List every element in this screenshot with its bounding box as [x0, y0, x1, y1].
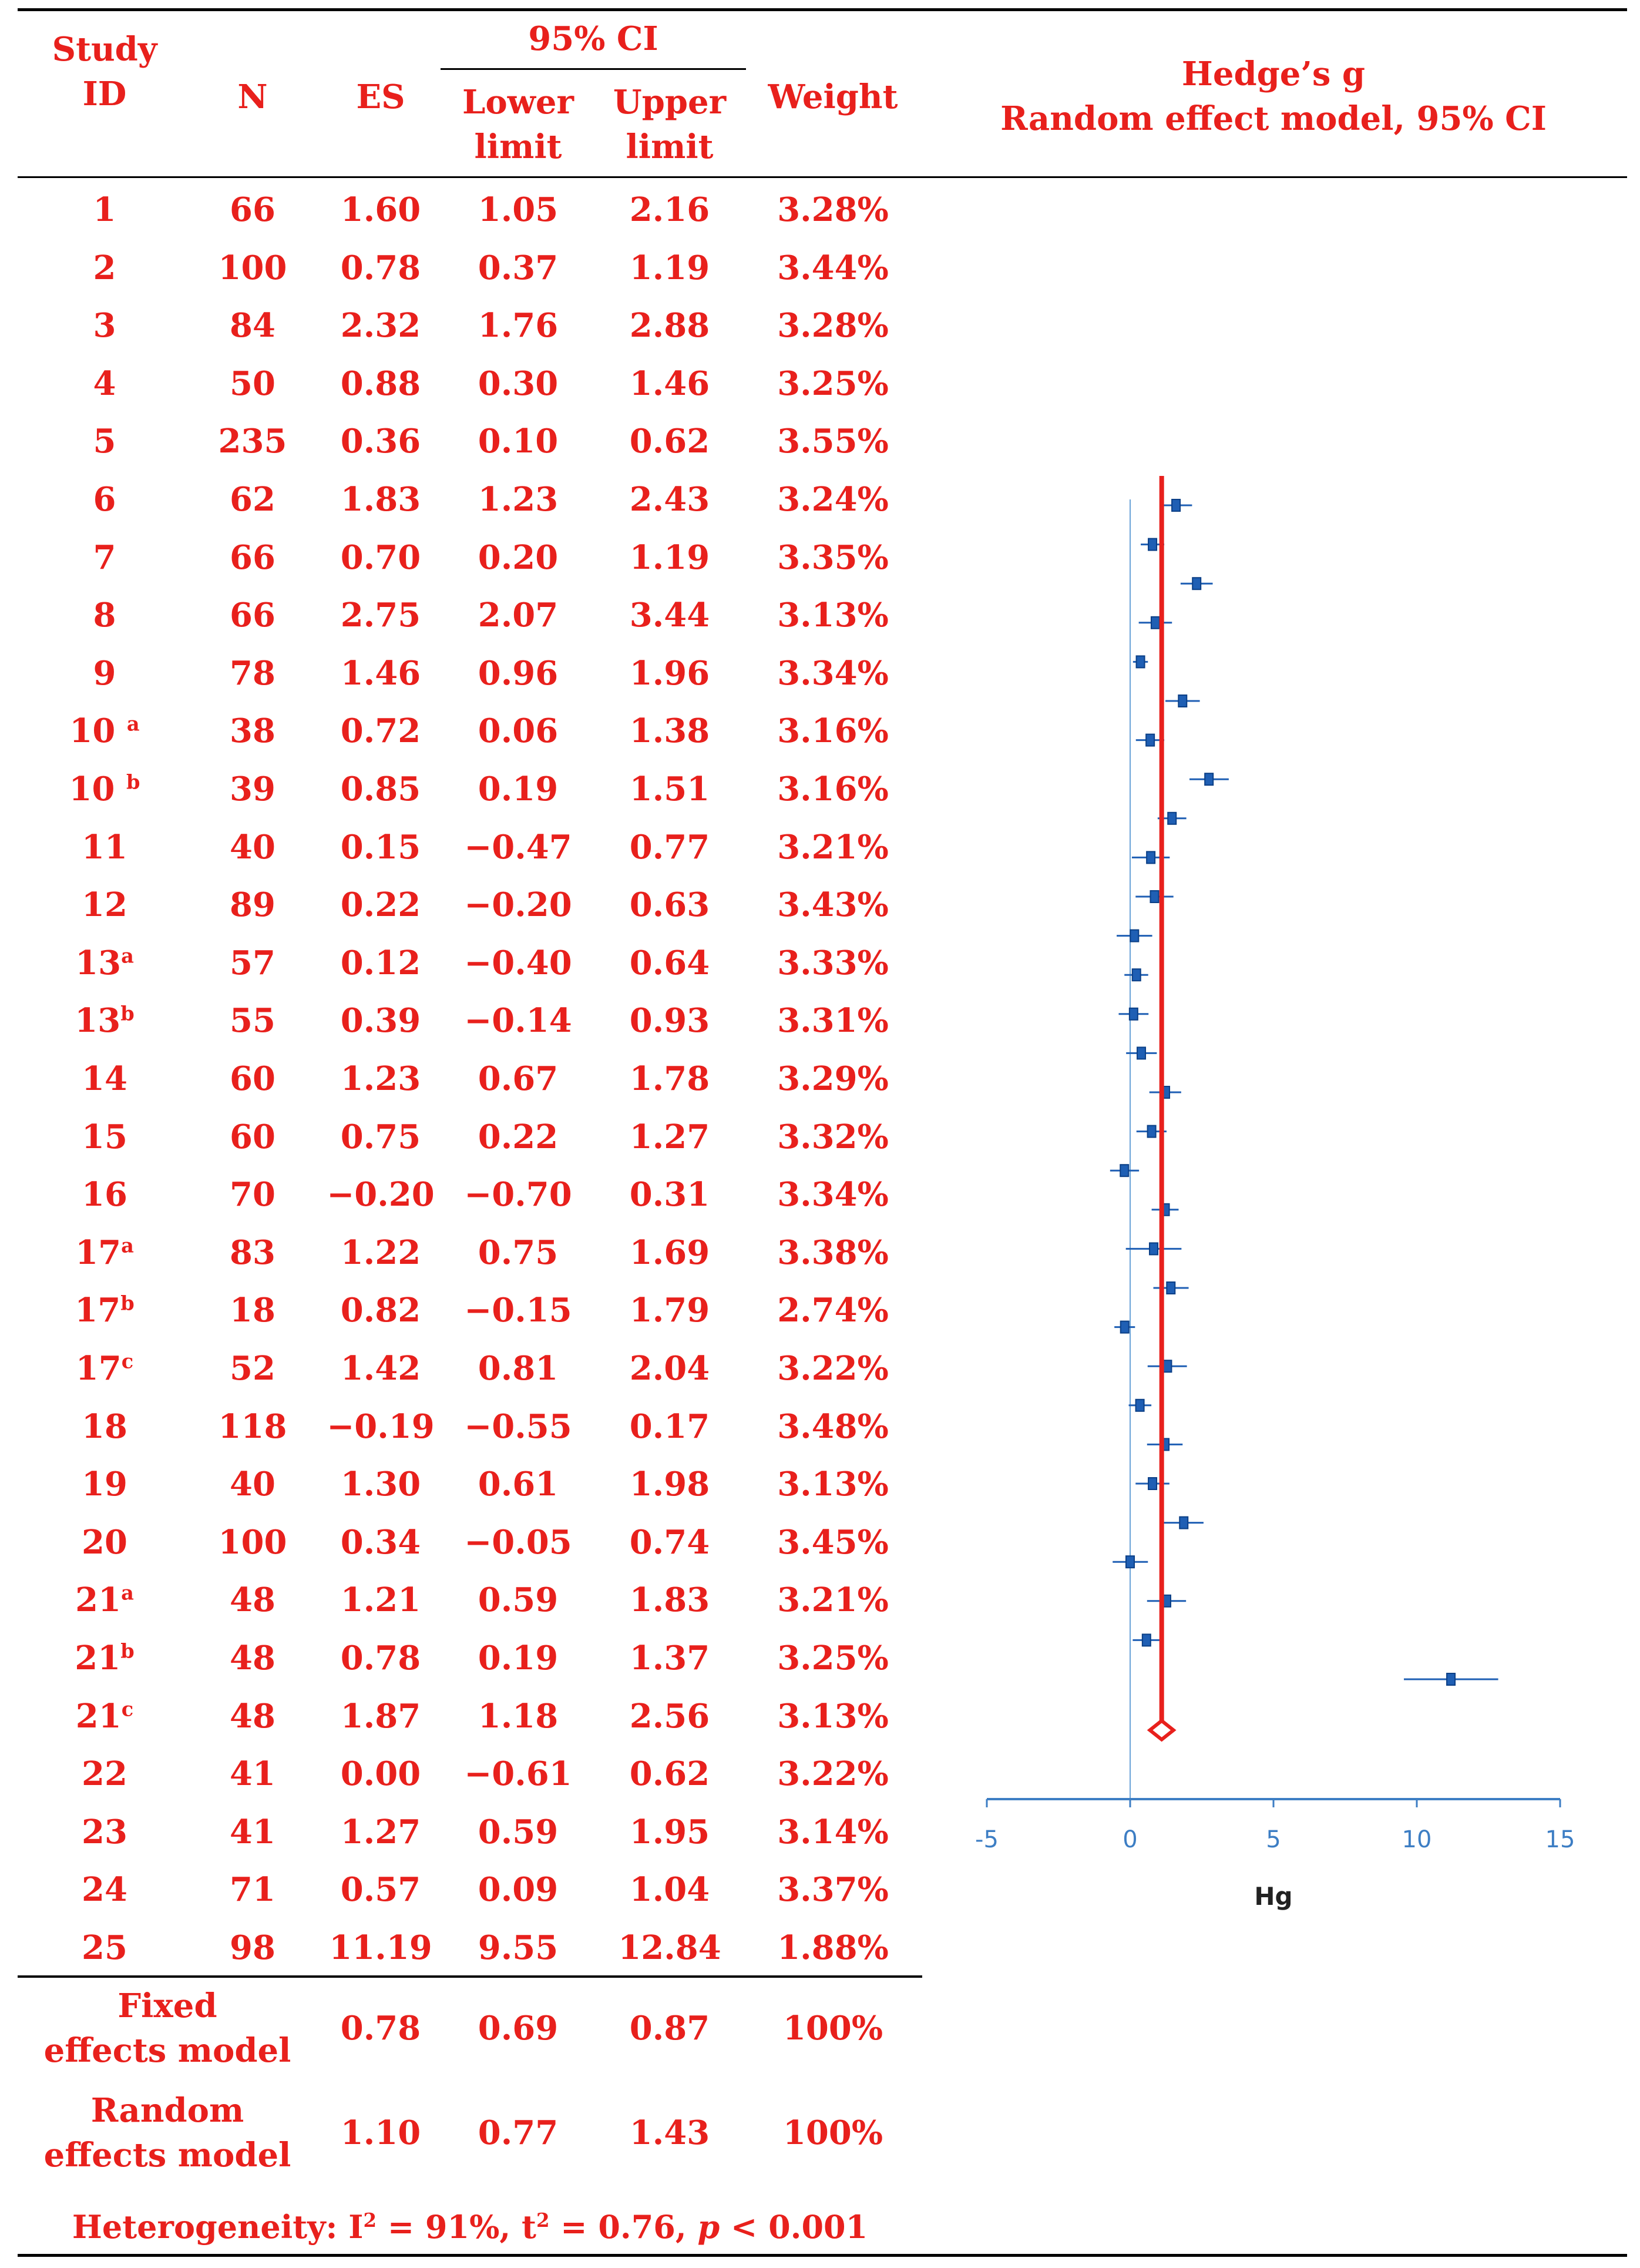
- top-rule: [18, 8, 1627, 11]
- x-tick-label: -5: [975, 1826, 999, 1853]
- effect-marker: [1172, 499, 1180, 511]
- summary-upper: 0.87: [629, 2009, 710, 2048]
- cell-upper-limit: 1.37: [629, 1639, 710, 1677]
- cell-upper-limit: 1.19: [629, 248, 710, 287]
- cell-weight: 3.14%: [777, 1812, 889, 1851]
- summary-label: Fixed effects model: [43, 1987, 291, 2070]
- summary-lower: 0.77: [478, 2113, 559, 2152]
- study-id-superscript: a: [121, 1581, 134, 1605]
- cell-weight: 3.13%: [777, 1465, 889, 1504]
- cell-study-id: 17$^b$: [75, 1291, 135, 1330]
- cell-study-id: 2: [93, 248, 116, 287]
- cell-weight: 3.34%: [777, 653, 889, 693]
- cell-weight: 3.37%: [777, 1870, 889, 1910]
- cell-sample-size: 66: [230, 190, 275, 229]
- cell-study-id: 1: [93, 190, 116, 229]
- cell-effect-size: 0.15: [340, 827, 421, 867]
- cell-upper-limit: 1.78: [629, 1059, 710, 1098]
- cell-effect-size: 2.75: [340, 596, 421, 635]
- plot-title: Hedge’s g Random effect model, 95% CI: [1000, 55, 1547, 138]
- header-rule: [18, 176, 1627, 178]
- cell-effect-size: 0.34: [340, 1522, 421, 1562]
- cell-effect-size: 1.87: [340, 1696, 421, 1736]
- study-id-superscript: c: [121, 1696, 134, 1720]
- cell-sample-size: 41: [230, 1754, 275, 1794]
- cell-study-id: 10 $^b$: [69, 770, 140, 808]
- cell-effect-size: 1.42: [340, 1349, 421, 1388]
- cell-lower-limit: −0.14: [464, 1001, 572, 1041]
- effect-marker: [1137, 656, 1145, 667]
- cell-sample-size: 18: [230, 1291, 275, 1330]
- cell-effect-size: 0.00: [340, 1754, 421, 1794]
- cell-study-id: 13$^a$: [75, 943, 134, 982]
- cell-upper-limit: 1.27: [629, 1117, 710, 1156]
- cell-lower-limit: −0.47: [464, 827, 572, 867]
- summary-weight: 100%: [782, 2009, 883, 2048]
- effect-marker: [1126, 1556, 1134, 1568]
- cell-study-id: 21$^b$: [75, 1639, 135, 1677]
- cell-sample-size: 78: [230, 653, 275, 693]
- cell-weight: 3.34%: [777, 1175, 889, 1214]
- cell-lower-limit: 0.20: [478, 538, 559, 577]
- study-id-superscript: b: [120, 1639, 135, 1663]
- effect-marker: [1148, 539, 1157, 551]
- effect-marker: [1167, 1282, 1175, 1294]
- cell-weight: 3.32%: [777, 1117, 889, 1156]
- effect-marker: [1163, 1360, 1171, 1372]
- header-upper-limit: Upper limit: [613, 83, 727, 166]
- cell-study-id: 14: [82, 1059, 127, 1098]
- cell-weight: 3.48%: [777, 1407, 889, 1446]
- cell-upper-limit: 12.84: [618, 1928, 721, 1967]
- cell-sample-size: 60: [230, 1059, 275, 1098]
- cell-weight: 3.45%: [777, 1522, 889, 1562]
- cell-upper-limit: 1.98: [629, 1465, 710, 1504]
- cell-upper-limit: 1.83: [629, 1581, 710, 1620]
- cell-sample-size: 71: [230, 1870, 275, 1910]
- cell-sample-size: 40: [230, 1465, 275, 1504]
- effect-marker: [1168, 813, 1176, 824]
- cell-sample-size: 52: [230, 1349, 275, 1388]
- cell-lower-limit: 0.19: [478, 770, 559, 808]
- cell-effect-size: 0.78: [340, 1639, 421, 1677]
- study-id-superscript: b: [120, 1001, 135, 1025]
- cell-effect-size: 1.23: [340, 1059, 421, 1098]
- cell-lower-limit: 0.30: [478, 364, 559, 403]
- cell-lower-limit: 0.59: [478, 1812, 559, 1851]
- cell-effect-size: 0.39: [340, 1001, 421, 1041]
- cell-sample-size: 235: [218, 422, 287, 461]
- effect-marker: [1130, 930, 1138, 942]
- cell-sample-size: 48: [230, 1581, 275, 1620]
- effect-marker: [1178, 695, 1187, 707]
- cell-sample-size: 50: [230, 364, 275, 403]
- cell-lower-limit: 1.05: [478, 190, 559, 229]
- cell-effect-size: 0.22: [340, 885, 421, 925]
- cell-study-id: 3: [93, 306, 116, 345]
- cell-lower-limit: −0.55: [464, 1407, 572, 1446]
- cell-study-id: 21$^c$: [75, 1696, 134, 1736]
- cell-study-id: 4: [93, 364, 116, 403]
- effect-marker: [1447, 1673, 1455, 1685]
- cell-sample-size: 66: [230, 596, 275, 635]
- cell-weight: 3.16%: [777, 770, 889, 808]
- cell-study-id: 17$^c$: [75, 1349, 134, 1388]
- cell-effect-size: 0.57: [340, 1870, 421, 1910]
- cell-lower-limit: −0.40: [464, 943, 572, 982]
- cell-sample-size: 118: [218, 1407, 287, 1446]
- header-lower-limit: Lower limit: [462, 83, 574, 166]
- cell-weight: 3.22%: [777, 1754, 889, 1794]
- cell-weight: 3.13%: [777, 1696, 889, 1736]
- cell-study-id: 25: [82, 1928, 127, 1967]
- cell-effect-size: −0.20: [327, 1175, 435, 1214]
- cell-upper-limit: 1.19: [629, 538, 710, 577]
- effect-marker: [1120, 1165, 1128, 1176]
- forest-plot: [940, 458, 1609, 1927]
- cell-weight: 3.16%: [777, 712, 889, 751]
- effect-marker: [1132, 969, 1141, 981]
- cell-effect-size: 0.36: [340, 422, 421, 461]
- cell-weight: 2.74%: [777, 1291, 889, 1330]
- cell-upper-limit: 2.88: [629, 306, 710, 345]
- cell-lower-limit: 0.81: [478, 1349, 559, 1388]
- cell-weight: 3.33%: [777, 943, 889, 982]
- cell-weight: 3.35%: [777, 538, 889, 577]
- cell-lower-limit: 0.06: [478, 712, 559, 751]
- cell-study-id: 21$^a$: [75, 1581, 134, 1620]
- effect-marker: [1130, 1008, 1138, 1020]
- summary-es: 0.78: [340, 2009, 421, 2048]
- cell-weight: 3.55%: [777, 422, 889, 461]
- cell-effect-size: 1.46: [340, 653, 421, 693]
- cell-upper-limit: 1.69: [629, 1233, 710, 1272]
- cell-lower-limit: 0.22: [478, 1117, 559, 1156]
- effect-marker: [1147, 851, 1155, 863]
- cell-sample-size: 57: [230, 943, 275, 982]
- cell-weight: 3.25%: [777, 364, 889, 403]
- x-tick-label: 0: [1123, 1826, 1138, 1853]
- cell-lower-limit: 2.07: [478, 596, 559, 635]
- cell-effect-size: 1.83: [340, 480, 421, 519]
- header-study: Study ID: [52, 30, 157, 113]
- cell-sample-size: 70: [230, 1175, 275, 1214]
- cell-sample-size: 48: [230, 1696, 275, 1736]
- study-id-superscript: a: [121, 1233, 134, 1257]
- cell-effect-size: 0.88: [340, 364, 421, 403]
- study-id-superscript: c: [121, 1349, 134, 1373]
- cell-weight: 3.38%: [777, 1233, 889, 1272]
- cell-lower-limit: 1.23: [478, 480, 559, 519]
- cell-effect-size: 2.32: [340, 306, 421, 345]
- x-tick-label: 10: [1402, 1826, 1432, 1853]
- cell-upper-limit: 3.44: [629, 596, 710, 635]
- cell-effect-size: 1.60: [340, 190, 421, 229]
- cell-effect-size: 0.85: [340, 770, 421, 808]
- cell-upper-limit: 2.43: [629, 480, 710, 519]
- cell-weight: 3.31%: [777, 1001, 889, 1041]
- effect-marker: [1137, 1047, 1145, 1059]
- cell-upper-limit: 2.16: [629, 190, 710, 229]
- cell-weight: 3.29%: [777, 1059, 889, 1098]
- summary-rule: [18, 1975, 922, 1978]
- cell-sample-size: 62: [230, 480, 275, 519]
- cell-study-id: 22: [82, 1754, 127, 1794]
- cell-lower-limit: 0.67: [478, 1059, 559, 1098]
- cell-upper-limit: 2.56: [629, 1696, 710, 1736]
- cell-lower-limit: −0.61: [464, 1754, 572, 1794]
- effect-marker: [1148, 1478, 1157, 1489]
- cell-effect-size: 0.82: [340, 1291, 421, 1330]
- cell-lower-limit: 0.10: [478, 422, 559, 461]
- summary-lower: 0.69: [478, 2009, 559, 2048]
- cell-lower-limit: 0.37: [478, 248, 559, 287]
- pooled-diamond: [1150, 1721, 1174, 1740]
- cell-weight: 3.24%: [777, 480, 889, 519]
- cell-study-id: 5: [93, 422, 116, 461]
- cell-lower-limit: 0.19: [478, 1639, 559, 1677]
- cell-effect-size: 1.27: [340, 1812, 421, 1851]
- study-id-superscript: a: [126, 712, 140, 736]
- cell-upper-limit: 0.62: [629, 422, 710, 461]
- cell-sample-size: 55: [230, 1001, 275, 1041]
- study-id-superscript: b: [120, 1291, 135, 1315]
- cell-lower-limit: 1.76: [478, 306, 559, 345]
- summary-es: 1.10: [340, 2113, 421, 2152]
- cell-upper-limit: 1.96: [629, 653, 710, 693]
- cell-effect-size: 0.75: [340, 1117, 421, 1156]
- cell-study-id: 12: [82, 885, 127, 925]
- cell-upper-limit: 0.17: [629, 1407, 710, 1446]
- cell-study-id: 7: [93, 538, 116, 577]
- cell-study-id: 9: [93, 653, 116, 693]
- cell-study-id: 23: [82, 1812, 127, 1851]
- ci-header-rule: [441, 68, 746, 70]
- summary-weight: 100%: [782, 2113, 883, 2152]
- summary-upper: 1.43: [629, 2113, 710, 2152]
- header-weight: Weight: [768, 78, 898, 116]
- cell-sample-size: 40: [230, 827, 275, 867]
- cell-weight: 3.28%: [777, 190, 889, 229]
- study-id-superscript: b: [126, 770, 140, 794]
- cell-upper-limit: 1.04: [629, 1870, 710, 1910]
- effect-marker: [1205, 773, 1213, 785]
- cell-study-id: 19: [82, 1465, 127, 1504]
- effect-marker: [1151, 617, 1160, 629]
- cell-lower-limit: 0.75: [478, 1233, 559, 1272]
- cell-upper-limit: 0.93: [629, 1001, 710, 1041]
- header-n: N: [237, 78, 268, 116]
- cell-upper-limit: 0.62: [629, 1754, 710, 1794]
- cell-sample-size: 41: [230, 1812, 275, 1851]
- cell-lower-limit: 0.61: [478, 1465, 559, 1504]
- cell-study-id: 6: [93, 480, 116, 519]
- bottom-rule: [18, 2254, 1627, 2257]
- cell-lower-limit: −0.70: [464, 1175, 572, 1214]
- x-tick-label: 15: [1545, 1826, 1575, 1853]
- cell-study-id: 11: [82, 827, 127, 867]
- cell-lower-limit: −0.05: [464, 1522, 572, 1562]
- cell-effect-size: 1.22: [340, 1233, 421, 1272]
- header-es: ES: [356, 78, 405, 116]
- effect-marker: [1150, 1243, 1158, 1254]
- cell-study-id: 8: [93, 596, 116, 635]
- cell-lower-limit: −0.15: [464, 1291, 572, 1330]
- header-ci: 95% CI: [528, 19, 658, 58]
- cell-lower-limit: −0.20: [464, 885, 572, 925]
- cell-effect-size: 0.78: [340, 248, 421, 287]
- cell-study-id: 15: [82, 1117, 127, 1156]
- cell-sample-size: 48: [230, 1639, 275, 1677]
- heterogeneity-note: Heterogeneity: $I^2 = 91\%$, $t^2 = 0.76$, p < 0.001: [72, 2208, 868, 2246]
- cell-study-id: 18: [82, 1407, 127, 1446]
- cell-effect-size: 0.72: [340, 712, 421, 751]
- cell-upper-limit: 0.64: [629, 943, 710, 982]
- effect-marker: [1192, 578, 1201, 589]
- cell-study-id: 24: [82, 1870, 127, 1910]
- effect-marker: [1150, 891, 1158, 902]
- effect-marker: [1179, 1517, 1188, 1529]
- cell-upper-limit: 1.79: [629, 1291, 710, 1330]
- cell-effect-size: 0.70: [340, 538, 421, 577]
- cell-sample-size: 38: [230, 712, 275, 751]
- cell-sample-size: 84: [230, 306, 275, 345]
- cell-upper-limit: 1.95: [629, 1812, 710, 1851]
- cell-weight: 3.28%: [777, 306, 889, 345]
- effect-marker: [1148, 1126, 1156, 1138]
- cell-sample-size: 100: [218, 248, 287, 287]
- cell-weight: 1.88%: [777, 1928, 889, 1967]
- cell-weight: 3.43%: [777, 885, 889, 925]
- cell-upper-limit: 0.63: [629, 885, 710, 925]
- cell-lower-limit: 1.18: [478, 1696, 559, 1736]
- study-id-superscript: a: [121, 944, 134, 968]
- cell-sample-size: 100: [218, 1522, 287, 1562]
- cell-effect-size: −0.19: [327, 1407, 435, 1446]
- cell-lower-limit: 9.55: [478, 1928, 559, 1967]
- cell-effect-size: 1.30: [340, 1465, 421, 1504]
- effect-marker: [1146, 734, 1154, 746]
- cell-effect-size: 11.19: [329, 1928, 432, 1967]
- cell-upper-limit: 1.51: [629, 770, 710, 808]
- cell-lower-limit: 0.09: [478, 1870, 559, 1910]
- effect-marker: [1121, 1321, 1129, 1333]
- cell-upper-limit: 2.04: [629, 1349, 710, 1388]
- cell-weight: 3.21%: [777, 827, 889, 867]
- cell-lower-limit: 0.96: [478, 653, 559, 693]
- x-tick-label: 5: [1266, 1826, 1281, 1853]
- cell-weight: 3.25%: [777, 1639, 889, 1677]
- cell-upper-limit: 0.31: [629, 1175, 710, 1214]
- summary-label: Random effects model: [43, 2091, 291, 2175]
- cell-study-id: 10 $^a$: [69, 712, 140, 751]
- effect-marker: [1136, 1400, 1144, 1411]
- cell-weight: 3.13%: [777, 596, 889, 635]
- cell-sample-size: 83: [230, 1233, 275, 1272]
- cell-study-id: 16: [82, 1175, 127, 1214]
- cell-sample-size: 60: [230, 1117, 275, 1156]
- effect-marker: [1142, 1634, 1151, 1646]
- cell-lower-limit: 0.59: [478, 1581, 559, 1620]
- cell-weight: 3.21%: [777, 1581, 889, 1620]
- cell-upper-limit: 0.74: [629, 1522, 710, 1562]
- x-axis-label: Hg: [1254, 1882, 1293, 1911]
- cell-study-id: 20: [82, 1522, 127, 1562]
- cell-effect-size: 1.21: [340, 1581, 421, 1620]
- cell-sample-size: 66: [230, 538, 275, 577]
- cell-weight: 3.44%: [777, 248, 889, 287]
- cell-effect-size: 0.12: [340, 943, 421, 982]
- cell-upper-limit: 1.46: [629, 364, 710, 403]
- cell-sample-size: 39: [230, 770, 275, 808]
- cell-sample-size: 89: [230, 885, 275, 925]
- cell-study-id: 17$^a$: [75, 1233, 134, 1272]
- cell-study-id: 13$^b$: [75, 1001, 135, 1041]
- cell-weight: 3.22%: [777, 1349, 889, 1388]
- cell-upper-limit: 1.38: [629, 712, 710, 751]
- cell-upper-limit: 0.77: [629, 827, 710, 867]
- cell-sample-size: 98: [230, 1928, 275, 1967]
